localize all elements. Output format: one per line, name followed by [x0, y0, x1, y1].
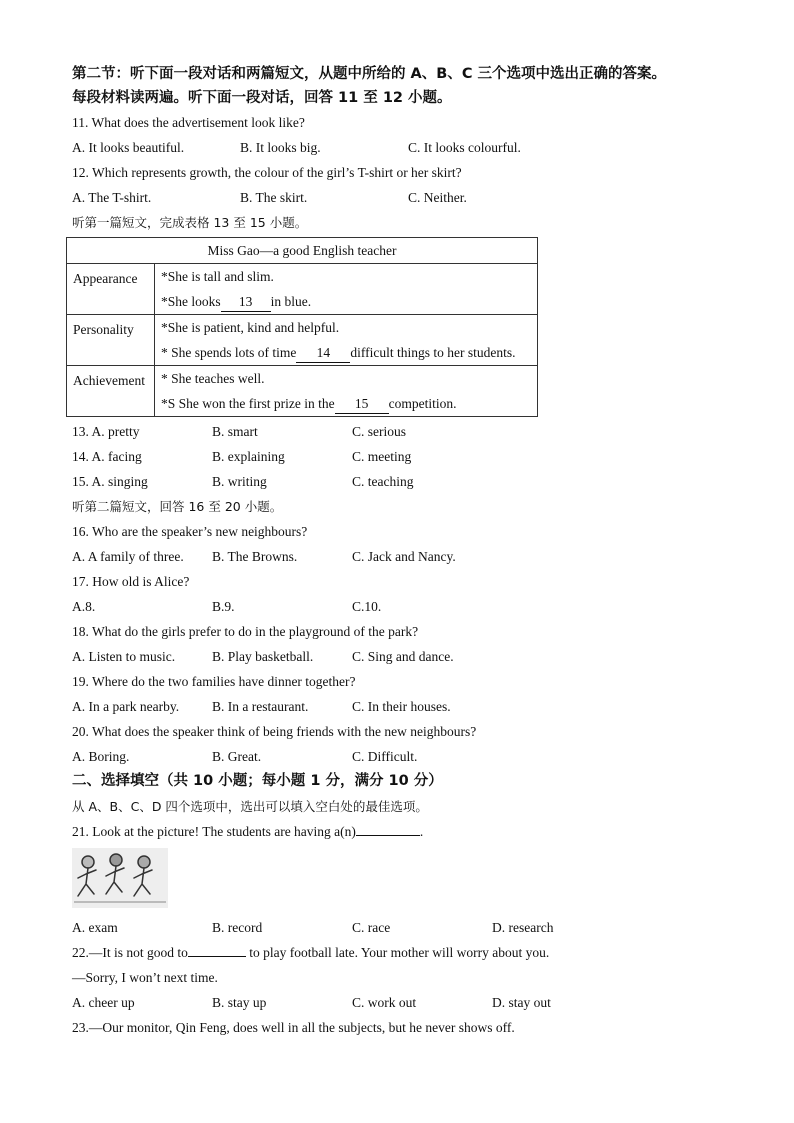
q14-option-c: C. meeting: [352, 449, 412, 464]
q13-option-c: C. serious: [352, 424, 406, 439]
q12-options: [72, 185, 734, 210]
q17-option-b: B.9.: [212, 599, 235, 614]
q17-options: [72, 594, 734, 619]
q12-option-c: C. Neither.: [408, 190, 467, 205]
q13-option-b: B. smart: [212, 424, 258, 439]
q15-option-c: C. teaching: [352, 474, 414, 489]
q18-option-b: B. Play basketball.: [212, 649, 314, 664]
q20-option-a: A. Boring.: [72, 749, 130, 764]
q21-option-b: B. record: [212, 920, 263, 935]
table-row: Appearance *She is tall and slim. *She looks 13 in blue.: [67, 264, 538, 315]
q11-option-c: C. It looks colourful.: [408, 140, 521, 155]
q22-reply: —Sorry, I won’t next time.: [72, 970, 218, 985]
part2-heading: 二、选择填空（共 10 小题；每小题 1 分，满分 10 分）: [72, 773, 443, 789]
q12-stem: 12. Which represents growth, the colour of the girl’s T-shirt or her skirt?: [72, 165, 462, 180]
q22-option-a: A. cheer up: [72, 995, 135, 1010]
q19-option-b: B. In a restaurant.: [212, 699, 309, 714]
passage1-instruction: 听第一篇短文，完成表格 13 至 15 小题。: [72, 215, 308, 230]
q21-options: [72, 915, 734, 940]
q21-option-c: C. race: [352, 920, 391, 935]
table-caption: Miss Gao—a good English teacher: [67, 238, 538, 264]
q22-option-b: B. stay up: [212, 995, 267, 1010]
q21-option-a: A. exam: [72, 920, 118, 935]
part2-instruction: 从 A、B、C、D 四个选项中，选出可以填入空白处的最佳选项。: [72, 799, 428, 814]
q12-option-a: A. The T-shirt.: [72, 190, 152, 205]
row-label: Achievement: [67, 366, 155, 417]
q11-stem: 11. What does the advertisement look like?: [72, 115, 305, 130]
q11-options: [72, 135, 734, 160]
q22-options: [72, 990, 734, 1015]
q19-stem: 19. Where do the two families have dinner together?: [72, 674, 356, 689]
q16-option-c: C. Jack and Nancy.: [352, 549, 456, 564]
q16-option-b: B. The Browns.: [212, 549, 298, 564]
q20-stem: 20. What does the speaker think of being friends with the new neighbours?: [72, 724, 477, 739]
exam-page: [72, 62, 734, 1040]
blank-14[interactable]: 14: [296, 344, 350, 363]
q15-option-a: 15. A. singing: [72, 474, 148, 489]
q18-option-c: C. Sing and dance.: [352, 649, 454, 664]
q18-stem: 18. What do the girls prefer to do in the playground of the park?: [72, 624, 419, 639]
q19-options: [72, 694, 734, 719]
q18-options: [72, 644, 734, 669]
table-row: Achievement * She teaches well. *S She won the first prize in the 15 competition.: [67, 366, 538, 417]
q16-stem: 16. Who are the speaker’s new neighbours?: [72, 524, 308, 539]
q17-stem: 17. How old is Alice?: [72, 574, 190, 589]
q13-options: [72, 419, 734, 444]
q15-options: [72, 469, 734, 494]
blank-21[interactable]: [356, 835, 420, 836]
q19-option-a: A. In a park nearby.: [72, 699, 180, 714]
q21-stem: 21. Look at the picture! The students are having a(n) .: [72, 824, 424, 839]
q16-option-a: A. A family of three.: [72, 549, 184, 564]
blank-13[interactable]: 13: [221, 293, 271, 312]
q14-options: [72, 444, 734, 469]
blank-22[interactable]: [188, 956, 246, 957]
q19-option-c: C. In their houses.: [352, 699, 451, 714]
q16-options: [72, 544, 734, 569]
q22-option-c: C. work out: [352, 995, 417, 1010]
q14-option-b: B. explaining: [212, 449, 285, 464]
section2-heading: 第二节：听下面一段对话和两篇短文，从题中所给的 A、B、C 三个选项中选出正确的答案。 每段材料读两遍。听下面一段对话，回答 11 至 12 小题。: [72, 66, 667, 106]
row-label: Appearance: [67, 264, 155, 315]
q17-option-a: A.8.: [72, 599, 96, 614]
table-row: Personality *She is patient, kind and helpful. * She spends lots of time 14 difficult things to her students.: [67, 315, 538, 366]
q15-option-b: B. writing: [212, 474, 267, 489]
q11-option-a: A. It looks beautiful.: [72, 140, 185, 155]
blank-15[interactable]: 15: [335, 395, 389, 414]
q18-option-a: A. Listen to music.: [72, 649, 176, 664]
q14-option-a: 14. A. facing: [72, 449, 142, 464]
q20-options: [72, 744, 734, 769]
q13-option-a: 13. A. pretty: [72, 424, 140, 439]
q23-stem: 23.—Our monitor, Qin Feng, does well in all the subjects, but he never shows off.: [72, 1020, 515, 1035]
q22-option-d: D. stay out: [492, 995, 551, 1010]
q11-option-b: B. It looks big.: [240, 140, 321, 155]
q22-stem: 22.—It is not good to to play football late. Your mother will worry about you.: [72, 945, 550, 960]
q20-option-c: C. Difficult.: [352, 749, 418, 764]
row-label: Personality: [67, 315, 155, 366]
passage2-instruction: 听第二篇短文，回答 16 至 20 小题。: [72, 499, 283, 514]
students-race-picture: [72, 848, 168, 908]
q12-option-b: B. The skirt.: [240, 190, 308, 205]
q21-option-d: D. research: [492, 920, 554, 935]
info-table: [66, 237, 538, 417]
q17-option-c: C.10.: [352, 599, 382, 614]
q20-option-b: B. Great.: [212, 749, 262, 764]
